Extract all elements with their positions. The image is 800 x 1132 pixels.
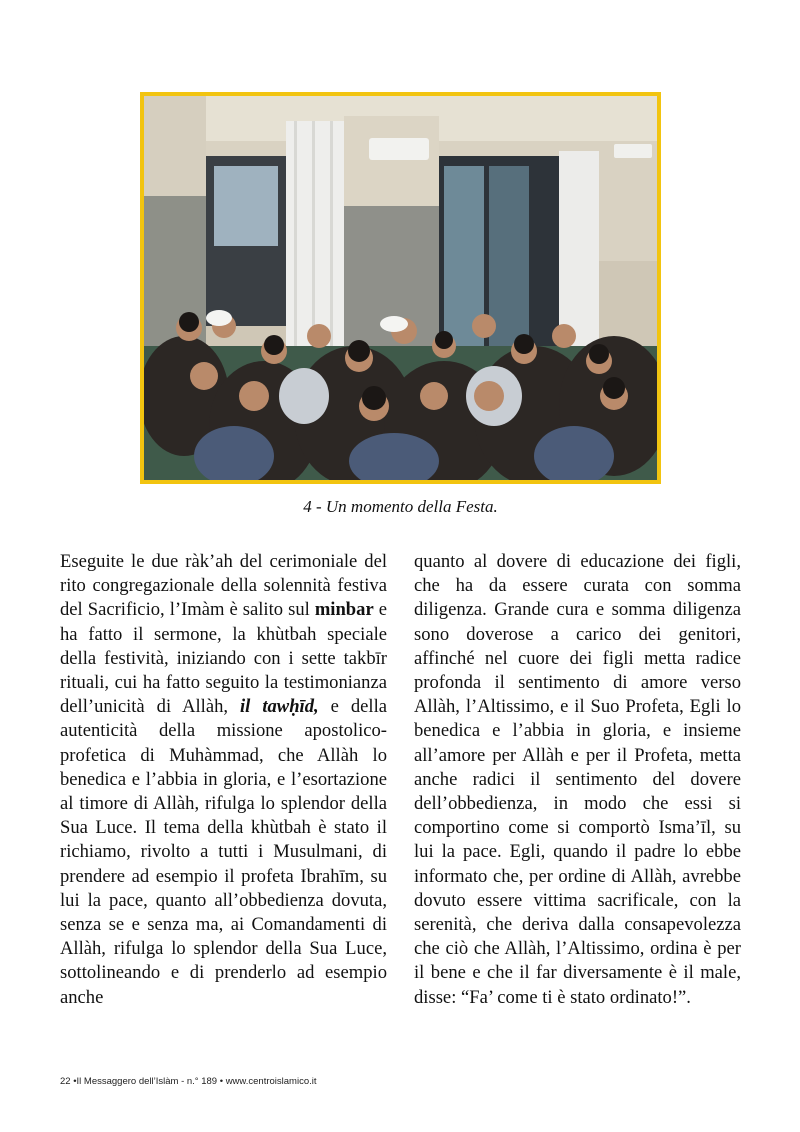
photo-illustration — [144, 96, 657, 480]
text-run: e ha fatto il sermone, la khùtbah speciale della festività, iniziando con i sette takbīr rituali, cui ha fatto seguito la testimonianza dell’unicità di Allàh, — [60, 599, 387, 718]
festival-photo — [140, 92, 661, 484]
figure-caption: 4 - Un momento della Festa. — [303, 497, 498, 516]
text-run: Eseguite le due ràk’ah del cerimoniale del rito congregazionale della solennità festiva del Sacrificio, l’Imàm è salito sul — [60, 551, 387, 621]
article-column-left — [60, 550, 387, 1010]
page-footer: 22 •Il Messaggero dell’Islàm - n.° 189 • www.centroislamico.it — [60, 1076, 317, 1087]
term-minbar: minbar — [314, 599, 374, 621]
article-column-right — [414, 550, 741, 1010]
text-run: e della autenticità della missione apostolico-profetica di Muhàmmad, che Allàh lo benedica e l’abbia in gloria, e l’esortazione al timore di Allàh, rifulga lo splendor della Sua Luce. Il tema della khùtbah è stato il richiamo, rivolto a tutti i Musulmani, di prendere ad esempio il profeta Ibrahīm, su lui la pace, quanto all’obbedienza dovuta, senza se e senza ma, ai Comandamenti di Allàh, rifulga lo splendor della Sua Luce, sottolineando e di prenderlo ad esempio anche — [60, 696, 388, 1008]
paragraph — [60, 550, 387, 1010]
paragraph: quanto al dovere di educazione dei figli, che ha da essere curata con somma diligenza. Grande cura e somma diligenza sono doverose a carico dei genitori, affinché nel cuore dei figli metta radice profonda il sentimento di amore verso Allàh, l’Altissimo, e il Suo Profeta, Egli lo benedica e l’abbia in gloria, e insieme all’amore per Allàh e per il Profeta, metta anche radici il sentimento del dovere dell’obbedienza, in modo che essi si comportino come si comportò Isma’īl, su lui la pace. Egli, quando il padre lo ebbe informato che, per ordine di Allàh, avrebbe dovuto essere vittima sacrificale, con la serenità, che deriva dalla consapevolezza che ciò che Allàh, l’Altissimo, ordina è per il bene e che il far diversamente è il male, disse: “Fa’ come ti è stato ordinato!”. — [414, 551, 741, 1008]
term-tawhid: il tawḥīd, — [240, 696, 319, 718]
